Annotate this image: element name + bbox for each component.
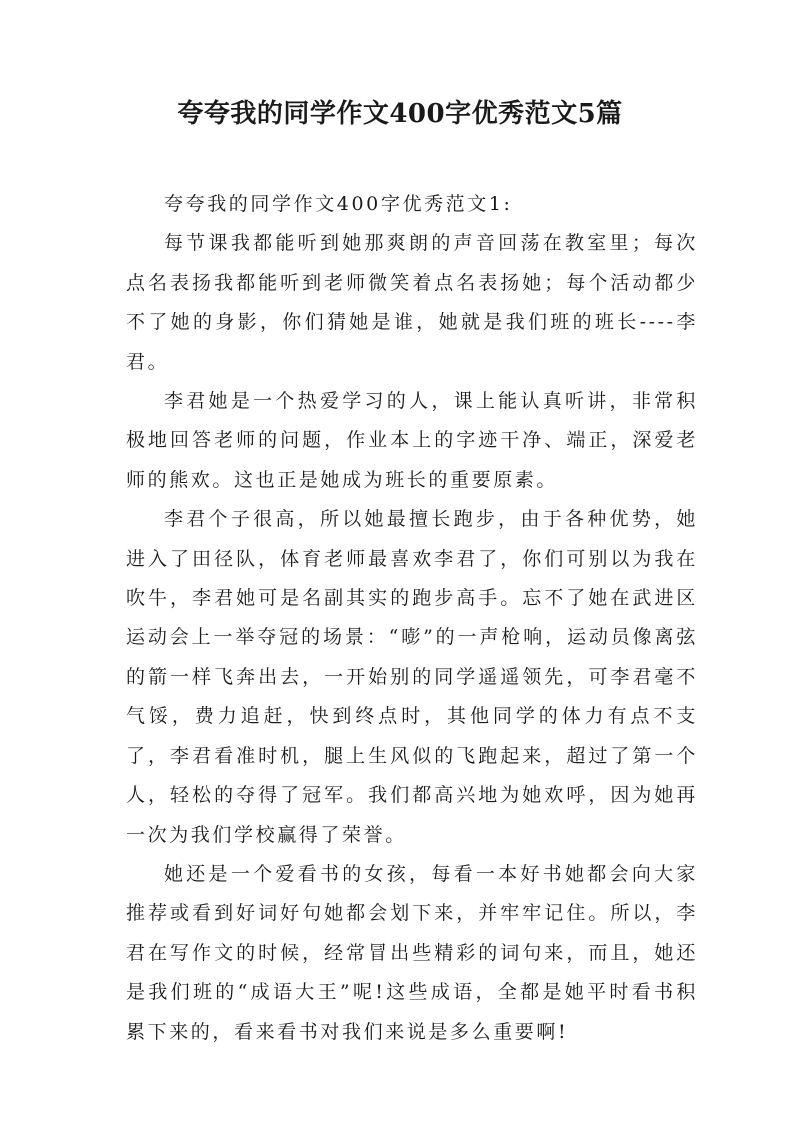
body-paragraph: 李君个子很高，所以她最擅长跑步，由于各种优势，她进入了田径队，体育老师最喜欢李君了，你们可别以为我在吹牛，李君她可是名副其实的跑步高手。忘不了她在武进区运动会上一举夺冠的场景：“嘭”的一声枪响，运动员像离弦的箭一样飞奔出去，一开始别的同学遥遥领先，可李君毫不气馁，费力追赶，快到终点时，其他同学的体力有点不支了，李君看准时机，腿上生风似的飞跑起来，超过了第一个人，轻松的夺得了冠军。我们都高兴地为她欢呼，因为她再一次为我们学校赢得了荣誉。 xyxy=(126,508,698,846)
document-title: 夸夸我的同学作文400字优秀范文5篇 xyxy=(177,99,623,129)
body-paragraph: 每节课我都能听到她那爽朗的声音回荡在教室里；每次点名表扬我都能听到老师微笑着点名表扬她；每个活动都少不了她的身影，你们猜她是谁，她就是我们班的班长----李君。 xyxy=(126,232,698,373)
subtitle-paragraph: 夸夸我的同学作文400字优秀范文1: xyxy=(164,193,513,215)
body-paragraph: 她还是一个爱看书的女孩，每看一本好书她都会向大家推荐或看到好词好句她都会划下来，并牢牢记住。所以，李君在写作文的时候，经常冒出些精彩的词句来，而且，她还是我们班的“成语大王”呢!这些成语，全都是她平时看书积累下来的，看来看书对我们来说是多么重要啊! xyxy=(126,862,698,1043)
document-body xyxy=(126,185,698,1052)
body-paragraph: 李君她是一个热爱学习的人，课上能认真听讲，非常积极地回答老师的问题，作业本上的字迹干净、端正，深爱老师的熊欢。这也正是她成为班长的重要原素。 xyxy=(126,390,698,491)
